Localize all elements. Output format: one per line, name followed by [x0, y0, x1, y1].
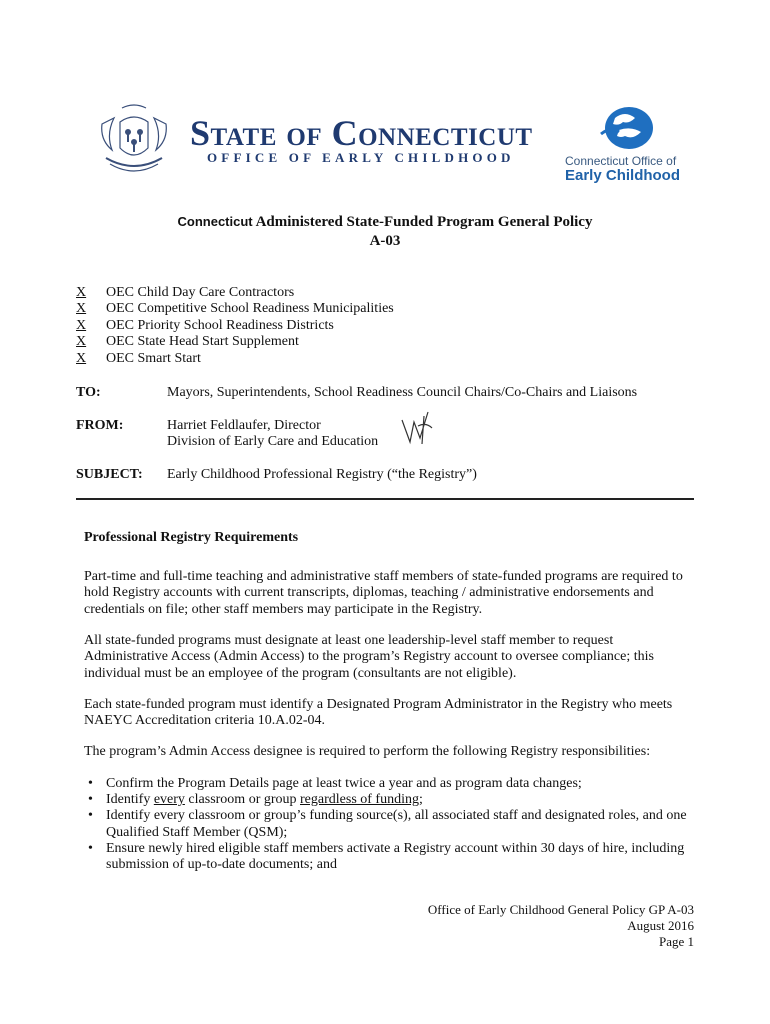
checklist-label: OEC State Head Start Supplement	[106, 334, 299, 350]
oec-logo-icon	[595, 104, 657, 154]
list-item: • Confirm the Program Details page at least twice a year and as program data changes;	[84, 776, 696, 792]
checklist-label: OEC Smart Start	[106, 350, 201, 366]
subject-value: Early Childhood Professional Registry (“the Registry”)	[167, 467, 477, 482]
title-main: Administered State-Funded Program General Policy	[252, 214, 593, 230]
to-value: Mayors, Superintendents, School Readiness Council Chairs/Co-Chairs and Liaisons	[167, 385, 638, 400]
check-mark: X	[76, 334, 87, 350]
to-label: TO:	[76, 385, 101, 400]
header-title: State of Connecticut	[190, 113, 533, 153]
from-division: Division of Early Care and Education	[167, 434, 379, 449]
footer-policy: Office of Early Childhood General Policy GP A-03	[427, 902, 694, 917]
responsibility-list	[84, 776, 696, 873]
signature-initials-icon	[398, 408, 438, 448]
footer	[428, 902, 694, 950]
program-checklist	[76, 285, 394, 367]
list-item: • Ensure newly hired eligible staff members activate a Registry account within 30 days of hire, including submission of up-to-date documents; and	[84, 841, 696, 873]
bullet2-text-e: ;	[418, 792, 423, 808]
document-title	[0, 214, 770, 231]
logo-text-line2: Early Childhood	[565, 167, 681, 184]
checklist-label: OEC Child Day Care Contractors	[106, 285, 295, 300]
paragraph-1: Part-time and full-time teaching and administrative staff members of state-funded programs are required to hold Registry accounts with current transcripts, diplomas, teaching / administrative endorsements and credentials on file; other staff members may participate in the Registry.	[84, 569, 683, 617]
checklist-label: OEC Competitive School Readiness Municipalities	[106, 301, 394, 317]
check-mark: X	[76, 285, 87, 300]
checklist-item	[76, 334, 394, 350]
check-mark: X	[76, 301, 87, 317]
bullet2-text-a: Identify	[106, 792, 154, 808]
divider	[76, 498, 694, 500]
title-prefix: Connecticut	[177, 214, 253, 229]
checklist-item	[76, 351, 394, 367]
state-seal-icon	[92, 100, 176, 184]
from-name: Harriet Feldlaufer, Director	[167, 418, 321, 433]
subject-label: SUBJECT:	[76, 467, 143, 482]
list-item: • Identify every classroom or group’s funding source(s), all associated staff and designated roles, and one Qualified Staff Member (QSM);	[84, 808, 696, 840]
footer-date: August 2016	[627, 918, 694, 933]
paragraph-2: All state-funded programs must designate at least one leadership-level staff member to request Administrative Access (Admin Access) to the program’s Registry account to oversee compliance; this individual must be an employee of the program (consultants are not eligible).	[84, 633, 654, 681]
footer-page: Page 1	[658, 934, 694, 949]
check-mark: X	[76, 317, 87, 333]
bullet2-regardless: regardless of funding	[300, 792, 419, 808]
checklist-item	[76, 318, 394, 334]
policy-number: A-03	[369, 233, 401, 249]
checklist-item	[76, 285, 394, 301]
bullet2-every: every	[153, 792, 185, 808]
section-heading: Professional Registry Requirements	[84, 530, 299, 545]
logo-text-line1: Connecticut Office of	[565, 154, 677, 168]
paragraph-4: The program’s Admin Access designee is required to perform the following Registry responsibilities:	[84, 744, 651, 759]
paragraph-3: Each state-funded program must identify a Designated Program Administrator in the Registry who meets NAEYC Accreditation criteria 10.A.02-04.	[84, 697, 673, 729]
bullet2-text-c: classroom or group	[184, 792, 301, 808]
checklist-item	[76, 301, 394, 317]
check-mark: X	[76, 350, 87, 366]
header-subtitle: OFFICE OF EARLY CHILDHOOD	[207, 150, 515, 165]
checklist-label: OEC Priority School Readiness Districts	[106, 317, 334, 333]
list-item	[84, 792, 696, 808]
from-label: FROM:	[76, 418, 124, 433]
